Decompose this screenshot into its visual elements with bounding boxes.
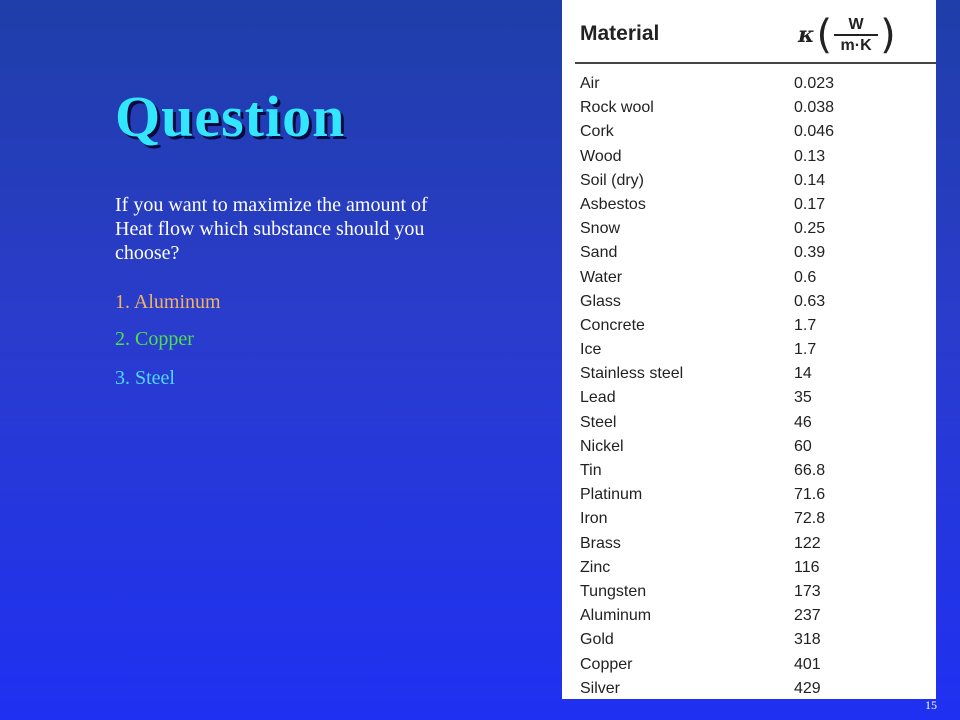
cell-material: Aluminum — [580, 607, 652, 625]
cell-conductivity: 0.39 — [794, 244, 826, 262]
table-row — [562, 194, 936, 218]
table-header — [562, 0, 936, 62]
cell-conductivity: 237 — [794, 607, 821, 625]
cell-material: Tungsten — [580, 582, 647, 600]
cell-conductivity: 71.6 — [794, 486, 826, 504]
table-row — [562, 460, 936, 484]
page-number: 15 — [925, 698, 937, 712]
question-text: If you want to maximize the amount of Heat flow which substance should you choose? — [115, 194, 428, 264]
cell-conductivity: 1.7 — [794, 316, 817, 334]
unit-denominator: m·K — [840, 37, 872, 54]
table-row — [562, 242, 936, 266]
cell-material: Lead — [580, 389, 616, 407]
table-row — [562, 557, 936, 581]
table-row — [562, 678, 936, 702]
table-row — [562, 315, 936, 339]
answer-option-2[interactable]: 2. Copper — [115, 328, 194, 350]
cell-conductivity: 0.046 — [794, 123, 835, 141]
table-body — [562, 73, 936, 702]
cell-material: Concrete — [580, 316, 645, 334]
table-row — [562, 339, 936, 363]
cell-material: Tin — [580, 462, 602, 479]
table-row — [562, 97, 936, 121]
table-row — [562, 654, 936, 678]
cell-material: Silver — [580, 679, 621, 697]
table-row — [562, 146, 936, 170]
table-row — [562, 291, 936, 315]
cell-conductivity: 66.8 — [794, 462, 826, 479]
table-row — [562, 73, 936, 97]
cell-conductivity: 0.6 — [794, 268, 817, 286]
table-row — [562, 436, 936, 460]
table-row — [562, 121, 936, 145]
cell-material: Ice — [580, 341, 602, 359]
table-row — [562, 170, 936, 194]
table-row — [562, 218, 936, 242]
cell-material: Asbestos — [580, 195, 646, 213]
header-conductivity — [798, 12, 896, 58]
cell-conductivity: 0.63 — [794, 292, 826, 310]
answer-option-1[interactable]: 1. Aluminum — [115, 291, 221, 313]
table-row — [562, 484, 936, 508]
cell-material: Platinum — [580, 486, 643, 504]
cell-material: Air — [580, 75, 600, 92]
table-row — [562, 508, 936, 532]
thermal-conductivity-table — [562, 0, 936, 699]
cell-material: Brass — [580, 534, 621, 552]
cell-conductivity: 0.25 — [794, 220, 826, 238]
cell-conductivity: 1.7 — [794, 341, 817, 359]
cell-conductivity: 429 — [794, 679, 821, 697]
table-row — [562, 412, 936, 436]
cell-conductivity: 46 — [794, 413, 812, 431]
table-row — [562, 629, 936, 653]
answer-option-3[interactable]: 3. Steel — [115, 367, 175, 389]
cell-material: Water — [580, 268, 623, 286]
cell-conductivity: 116 — [794, 558, 820, 576]
cell-material: Soil (dry) — [580, 171, 645, 189]
cell-material: Copper — [580, 655, 633, 673]
unit-fraction — [834, 15, 878, 55]
cell-material: Nickel — [580, 437, 624, 455]
cell-material: Wood — [580, 147, 622, 165]
right-paren: ) — [880, 12, 896, 58]
cell-material: Glass — [580, 292, 621, 310]
unit-numerator: W — [848, 16, 864, 33]
cell-material: Gold — [580, 631, 614, 649]
cell-conductivity: 35 — [794, 389, 812, 407]
cell-conductivity: 0.023 — [794, 75, 835, 92]
cell-conductivity: 0.14 — [794, 171, 826, 189]
table-row — [562, 363, 936, 387]
slide-title: Question — [115, 84, 346, 149]
cell-material: Stainless steel — [580, 365, 684, 383]
header-material: Material — [580, 22, 660, 45]
cell-material: Snow — [580, 220, 621, 238]
cell-material: Steel — [580, 413, 617, 431]
cell-conductivity: 72.8 — [794, 510, 826, 528]
cell-conductivity: 14 — [794, 365, 812, 383]
cell-conductivity: 60 — [794, 437, 812, 455]
cell-conductivity: 0.038 — [794, 99, 835, 117]
cell-material: Rock wool — [580, 99, 654, 117]
table-row — [562, 605, 936, 629]
cell-conductivity: 173 — [794, 582, 821, 600]
cell-conductivity: 0.13 — [794, 147, 826, 165]
cell-conductivity: 122 — [794, 534, 821, 552]
cell-material: Iron — [580, 510, 608, 528]
table-row — [562, 387, 936, 411]
table-row — [562, 267, 936, 291]
cell-material: Cork — [580, 123, 614, 141]
table-row — [562, 533, 936, 557]
cell-conductivity: 401 — [794, 655, 821, 673]
cell-conductivity: 0.17 — [794, 195, 826, 213]
left-paren: ( — [816, 12, 833, 58]
table-row — [562, 581, 936, 605]
cell-conductivity: 318 — [794, 631, 821, 649]
kappa-symbol: κ — [798, 22, 815, 48]
cell-material: Zinc — [580, 558, 611, 576]
header-divider — [575, 62, 936, 64]
cell-material: Sand — [580, 244, 618, 262]
